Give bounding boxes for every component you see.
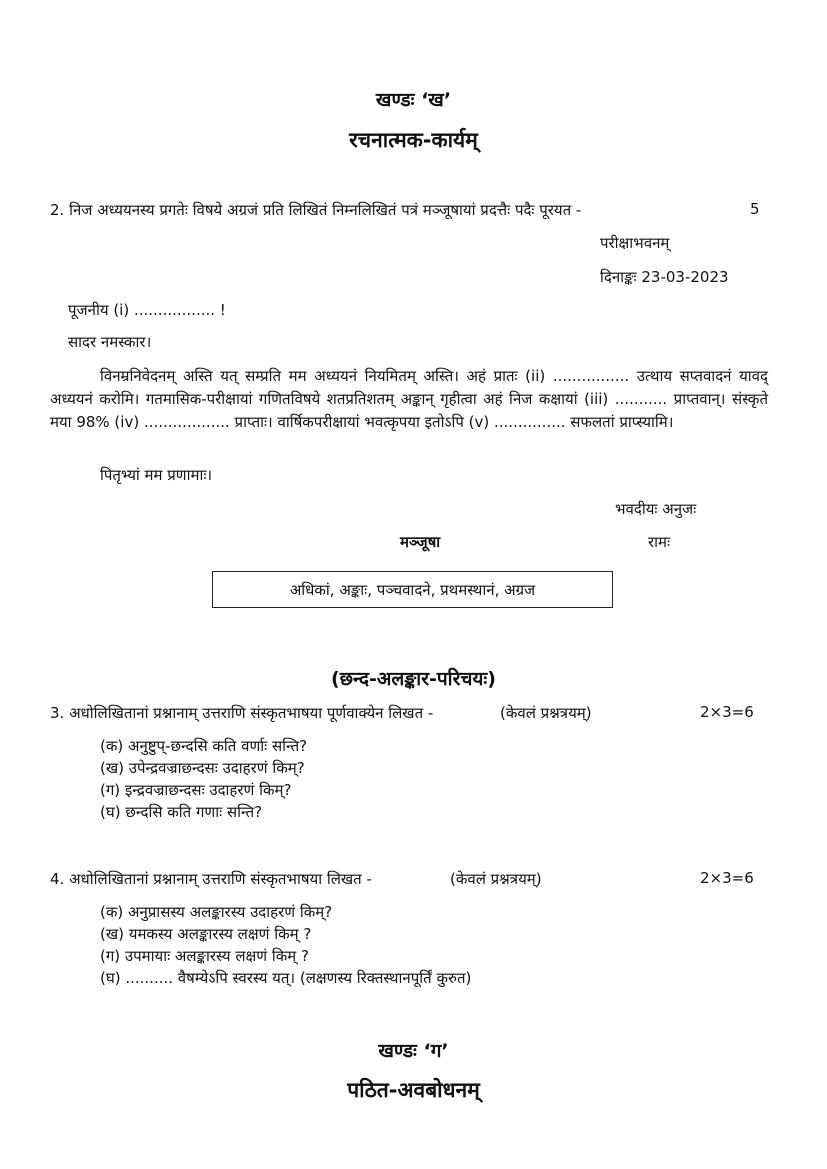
q4-item: (क) अनुप्रासस्य अलङ्कारस्य उदाहरणं किम्?: [100, 903, 333, 921]
section-b-title: रचनात्मक-कार्यम्: [349, 128, 478, 152]
q4-note: (केवलं प्रश्नत्रयम्): [450, 870, 542, 888]
q2-text: 2. निज अध्ययनस्य प्रगतेः विषये अग्रजं प्रति लिखितं निम्नलिखितं पत्रं मञ्जूषायां प्रदत्तैः पदैः पूरयत -: [50, 201, 582, 219]
q3-item: (ग) इन्द्रवज्राछन्दसः उदाहरणं किम्?: [100, 781, 292, 799]
letter-date: दिनाङ्कः 23-03-2023: [600, 268, 729, 286]
q4-item: (ख) यमकस्य अलङ्कारस्य लक्षणं किम् ?: [100, 925, 312, 943]
q3-item: (घ) छन्दसि कति गणाः सन्ति?: [100, 803, 263, 821]
q3-marks: 2×3=6: [700, 703, 754, 721]
q3-item: (ख) उपेन्द्रवज्राछन्दसः उदाहरणं किम्?: [100, 759, 305, 777]
word-box: [212, 571, 613, 608]
letter-salutation: पूजनीय (i) ................. !: [68, 301, 226, 319]
word-box-words: अधिकां, अङ्काः, पञ्चवादने, प्रथमस्थानं, अग्रज: [289, 580, 536, 599]
letter-greeting: सादर नमस्कार।: [68, 333, 152, 351]
letter-closing: भवदीयः अनुजः: [615, 500, 697, 518]
q4-marks: 2×3=6: [700, 869, 754, 887]
q3-text: 3. अधोलिखितानां प्रश्नानाम् उत्तराणि संस्कृतभाषया पूर्णवाक्येन लिखत -: [50, 704, 434, 722]
word-box-label: मञ्जूषा: [400, 533, 441, 551]
q4-text: 4. अधोलिखितानां प्रश्नानाम् उत्तराणि संस्कृतभाषया लिखत -: [50, 870, 372, 888]
section-c-title: पठित-अवबोधनम्: [347, 1078, 480, 1102]
q4-item: (घ) .......... वैषम्येऽपि स्वरस्य यत्। (लक्षणस्य रिक्तस्थानपूर्तिं कुरुत): [100, 969, 472, 987]
q2-marks: 5: [750, 200, 760, 218]
letter-respects: पितृभ्यां मम प्रणामाः।: [100, 466, 213, 484]
chanda-alankar-heading: (छन्द-अलङ्कार-परिचयः): [331, 668, 496, 690]
q3-item: (क) अनुष्टुप्-छन्दसि कति वर्णाः सन्ति?: [100, 737, 308, 755]
q3-note: (केवलं प्रश्नत्रयम्): [500, 704, 592, 722]
section-c-heading: खण्डः ‘ग’: [378, 1040, 449, 1062]
letter-address: परीक्षाभवनम्: [600, 234, 670, 252]
section-b-heading: खण्डः ‘ख’: [375, 89, 452, 111]
letter-body: विनम्रनिवेदनम् अस्ति यत् सम्प्रति मम अध्ययनं नियमितम् अस्ति। अहं प्रातः (ii) ................ उत्थाय सप्तवादनं यावद् अध्ययनं करोमि। गतमासिक-परीक्षायां गणितविषये शतप्रतिशतम् अङ्कान् गृहीत्वा अहं निज कक्षायां (iii) ........... प्राप्तवान्। संस्कृते मया 98% (iv) .................. प्राप्ताः। वार्षिकपरीक्षायां भवत्कृपया इतोऽपि (v) ............... सफलतां प्राप्स्यामि।: [50, 367, 768, 431]
letter-sender-name: रामः: [648, 533, 671, 551]
q4-item: (ग) उपमायाः अलङ्कारस्य लक्षणं किम् ?: [100, 947, 309, 965]
